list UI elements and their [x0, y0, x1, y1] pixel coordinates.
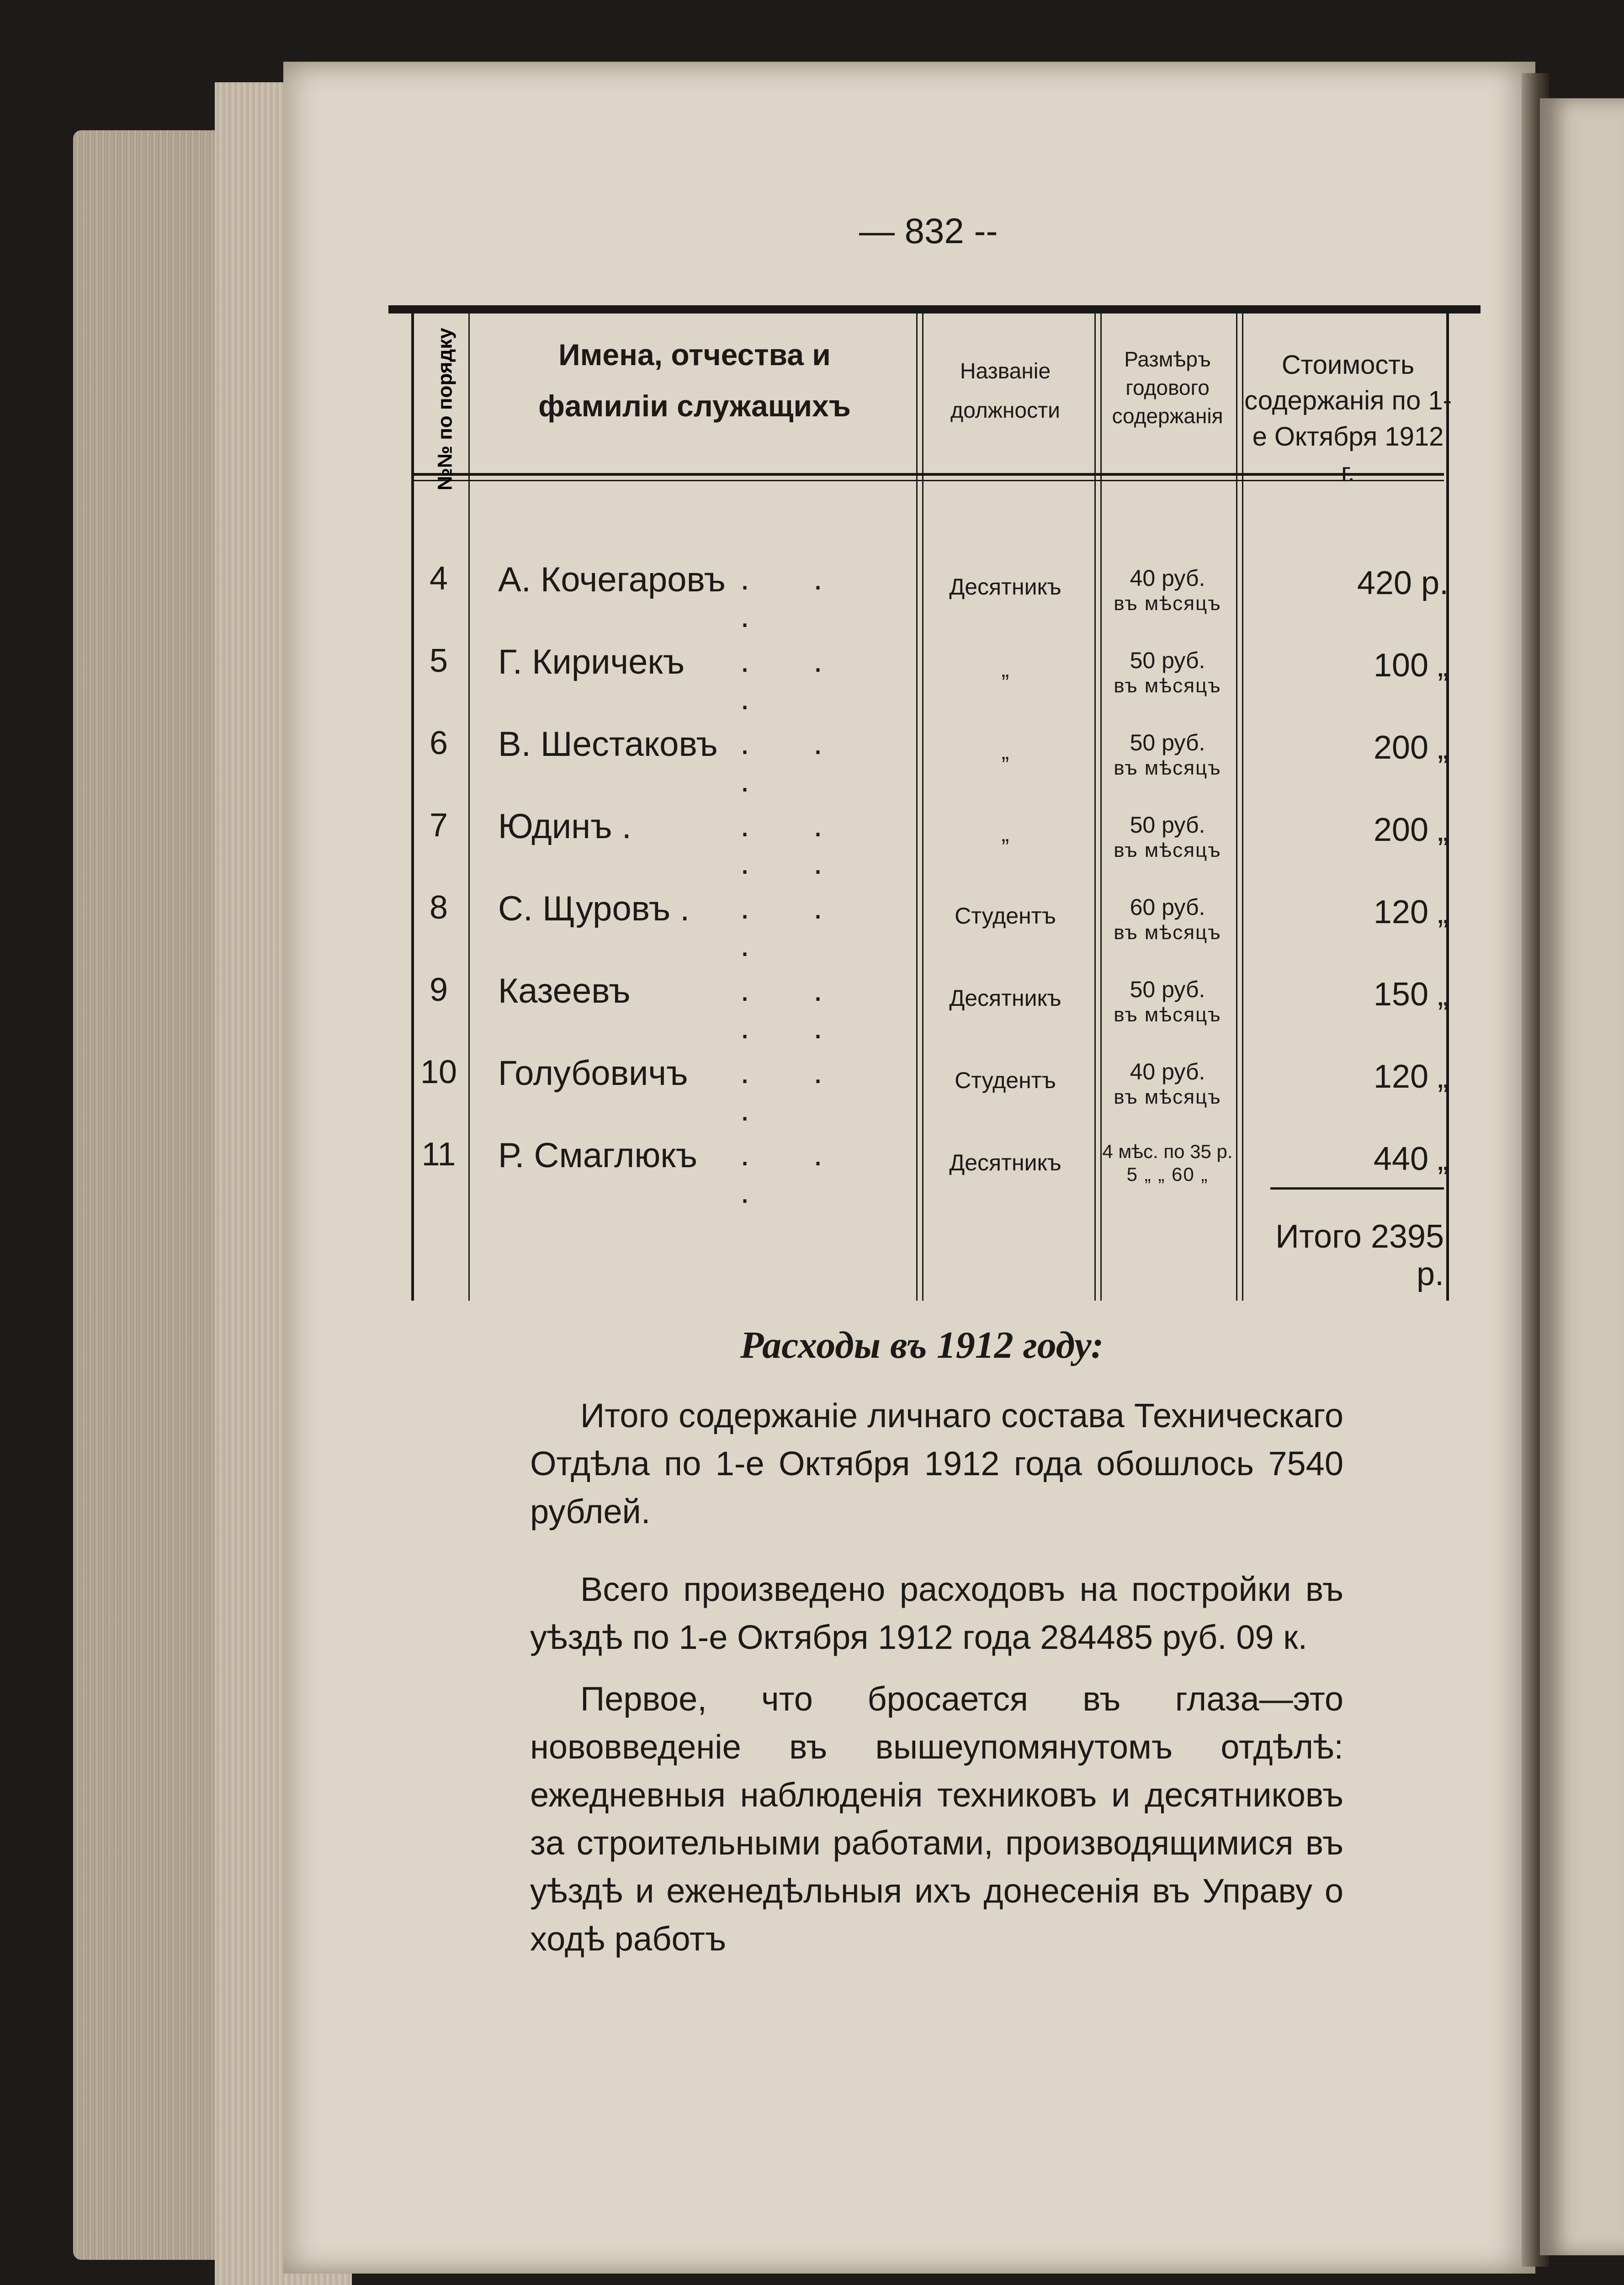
row-salary-period: въ мѣсяцъ — [1114, 1086, 1221, 1108]
table-row — [0, 1053, 1624, 1136]
header-names: Имена, отчества и фамиліи служащихъ — [538, 338, 851, 423]
row-salary-period: въ мѣсяцъ — [1114, 592, 1221, 615]
row-name: Голубовичъ — [498, 1054, 688, 1093]
header-number — [414, 328, 478, 490]
row-salary-amount: 50 руб. — [1130, 977, 1205, 1002]
row-cost: 120 „ — [1373, 894, 1449, 930]
row-cost: 150 „ — [1373, 976, 1449, 1013]
row-position: „ — [1001, 821, 1009, 846]
table-row — [0, 889, 1624, 971]
row-position: „ — [1001, 739, 1009, 764]
row-salary — [1099, 647, 1236, 698]
header-cost: Стоимость содержанія по 1-е Октября 1912 г. — [1244, 350, 1452, 487]
row-salary-amount: 4 мѣс. по 35 р. — [1102, 1141, 1233, 1162]
row-dots: . . . — [740, 1136, 850, 1210]
row-salary — [1099, 564, 1236, 616]
row-dots: . . . — [740, 1054, 850, 1128]
row-number: 4 — [429, 560, 448, 597]
row-name: А. Кочегаровъ — [498, 560, 726, 599]
row-cost: 100 „ — [1373, 647, 1449, 684]
total-rule — [1270, 1187, 1444, 1190]
row-cost: 120 „ — [1373, 1058, 1449, 1095]
row-salary — [1099, 811, 1236, 863]
row-salary — [1099, 976, 1236, 1027]
row-cost: 420 р. — [1357, 565, 1449, 601]
table-row — [0, 642, 1624, 724]
row-cost: 200 „ — [1373, 812, 1449, 848]
row-salary-period: 5 „ „ 60 „ — [1126, 1164, 1209, 1185]
section-title: Расходы въ 1912 году: — [740, 1324, 1104, 1366]
row-salary-amount: 50 руб. — [1130, 730, 1205, 755]
row-dots: . . . — [740, 725, 850, 799]
row-dots: . . . — [740, 889, 850, 963]
row-number: 9 — [429, 972, 448, 1008]
row-position: „ — [1001, 656, 1009, 682]
row-salary-period: въ мѣсяцъ — [1114, 839, 1221, 861]
row-position: Студентъ — [955, 1068, 1056, 1093]
table-row — [0, 807, 1624, 889]
row-salary-period: въ мѣсяцъ — [1114, 757, 1221, 779]
table-row — [0, 971, 1624, 1053]
row-number: 11 — [421, 1136, 456, 1173]
row-salary-period: въ мѣсяцъ — [1114, 921, 1221, 944]
row-position: Десятникъ — [949, 1150, 1061, 1175]
table-top-rule — [388, 305, 1481, 314]
row-salary-amount: 40 руб. — [1130, 1059, 1205, 1084]
row-number: 8 — [429, 889, 448, 926]
row-salary — [1099, 1058, 1236, 1110]
row-position: Студентъ — [955, 903, 1056, 929]
row-number: 7 — [429, 807, 448, 844]
row-salary-amount: 50 руб. — [1130, 812, 1205, 838]
table-row — [0, 724, 1624, 807]
row-salary — [1099, 893, 1236, 945]
row-number: 10 — [420, 1054, 457, 1090]
table-row — [0, 1136, 1624, 1218]
row-salary — [1099, 1140, 1236, 1186]
row-dots: . . . — [740, 560, 850, 634]
header-salary: Размѣръ годового содержанія — [1112, 347, 1223, 428]
paragraph: Первое, что бросается въ глаза—это нововведеніе въ вышеупомянутомъ отдѣлѣ: ежедневныя наблюденія техниковъ и десятниковъ за строительными работами, производящимися въ уѣздѣ и еженедѣльныя ихъ донесенія въ Управу о ходѣ работъ — [530, 1680, 1343, 1958]
paragraph: Всего произведено расходовъ на постройки въ уѣздѣ по 1-е Октября 1912 года 284485 руб. 09 к. — [530, 1570, 1343, 1657]
row-cost: 440 „ — [1373, 1141, 1449, 1177]
row-name: В. Шестаковъ — [498, 725, 718, 764]
row-name: Юдинъ . — [498, 807, 632, 846]
row-position: Десятникъ — [949, 985, 1061, 1011]
paragraph: Итого содержаніе личнаго состава Техническаго Отдѣла по 1-е Октября 1912 года обошлось 7540 рублей. — [530, 1397, 1343, 1531]
row-dots: . . . — [740, 643, 850, 717]
row-name: Г. Киричекъ — [498, 643, 685, 681]
row-number: 6 — [429, 725, 448, 761]
header-number-text: №№ по порядку — [434, 328, 456, 490]
row-salary — [1099, 729, 1236, 781]
row-dots: . . . . — [740, 972, 850, 1046]
row-cost: 200 „ — [1373, 729, 1449, 766]
table-row — [0, 560, 1624, 642]
row-salary-amount: 50 руб. — [1130, 648, 1205, 673]
row-salary-period: въ мѣсяцъ — [1114, 675, 1221, 697]
table-total: Итого 2395 р. — [1275, 1218, 1444, 1292]
row-dots: . . . . — [740, 807, 850, 881]
row-number: 5 — [429, 643, 448, 679]
row-salary-period: въ мѣсяцъ — [1114, 1004, 1221, 1026]
page-number: — 832 -- — [859, 211, 998, 251]
row-salary-amount: 60 руб. — [1130, 894, 1205, 920]
row-name: Р. Смаглюкъ — [498, 1136, 698, 1175]
row-name: Казеевъ — [498, 972, 631, 1010]
row-name: С. Щуровъ . — [498, 889, 690, 928]
header-position: Названіе должности — [950, 359, 1060, 423]
row-position: Десятникъ — [949, 574, 1061, 600]
row-salary-amount: 40 руб. — [1130, 565, 1205, 591]
